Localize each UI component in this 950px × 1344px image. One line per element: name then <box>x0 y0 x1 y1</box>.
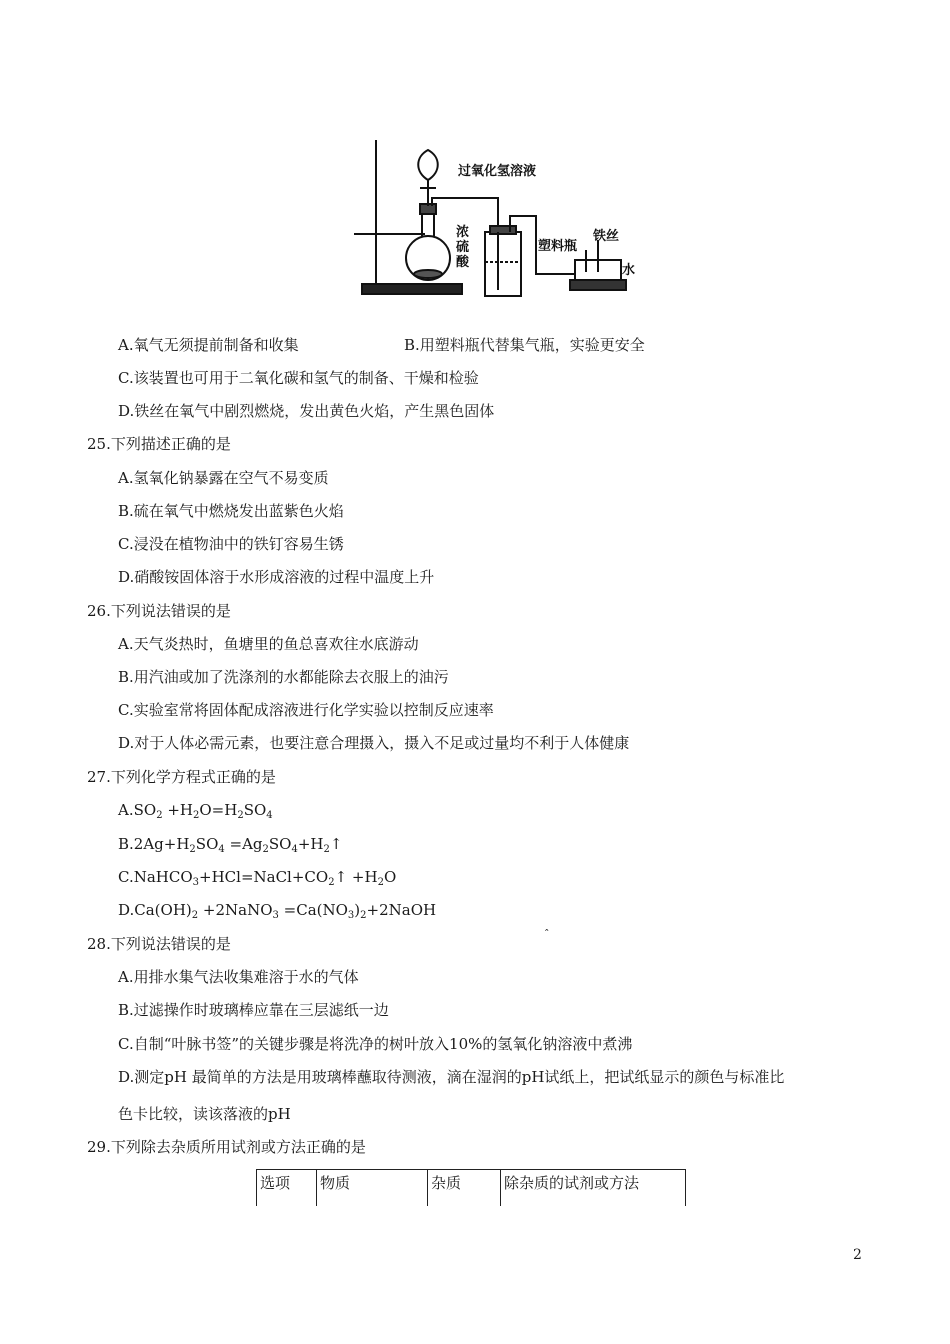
label-iron-wire: 铁丝 <box>593 229 620 244</box>
label-acid-3: 酸 <box>456 255 470 270</box>
q26-stem: 26.下列说法错误的是 <box>87 602 231 620</box>
stray-mark: ˆ <box>544 928 550 941</box>
q29-stem: 29.下列除去杂质所用试剂或方法正确的是 <box>87 1138 366 1156</box>
label-h2o2: 过氧化氢溶液 <box>458 164 537 179</box>
q28-option-b: B.过滤操作时玻璃棒应靠在三层滤纸一边 <box>118 1001 389 1019</box>
q24-option-d: D.铁丝在氧气中剧烈燃烧，发出黄色火焰，产生黑色固体 <box>118 402 495 420</box>
q28-option-a: A.用排水集气法收集难溶于水的气体 <box>118 968 359 986</box>
q27-option-c: $C.NaHCO_3+HCl=NaCl+CO_2↑ +H_2O$ <box>118 868 397 888</box>
q24-option-a: A.氧气无须提前制备和收集 <box>118 336 299 354</box>
q27-option-a: $A.SO_2 +H_2O=H_2SO_4$ <box>118 801 273 821</box>
label-acid-2: 硫 <box>456 240 470 255</box>
q28-option-c: C.自制“叶脉书签”的关键步骤是将洗净的树叶放入10%的氢氧化钠溶液中煮沸 <box>118 1035 633 1053</box>
label-acid-1: 浓 <box>456 225 470 240</box>
table-header-row <box>257 1170 686 1207</box>
q27-option-b: $B.2Ag+H_2SO_4$ $=Ag_2SO_4+H_2↑$ <box>118 835 343 855</box>
q24-option-c: C.该装置也可用于二氧化碳和氢气的制备、干燥和检验 <box>118 369 479 387</box>
q24-option-b: B.用塑料瓶代替集气瓶，实验更安全 <box>404 336 645 354</box>
q25-option-d: D.硝酸铵固体溶于水形成溶液的过程中温度上升 <box>118 568 435 586</box>
table-header-cell: 杂质 <box>428 1170 501 1207</box>
q26-option-d: D.对于人体必需元素，也要注意合理摄入，摄入不足或过量均不利于人体健康 <box>118 734 630 752</box>
q26-option-c: C.实验室常将固体配成溶液进行化学实验以控制反应速率 <box>118 701 494 719</box>
q27-option-d: $D.Ca(OH)_2$ +2NaNO$_3$ $=Ca(NO_3)_2+2NaOH$ <box>118 901 437 921</box>
q25-stem: 25.下列描述正确的是 <box>87 435 231 453</box>
q28-option-d-line1: D.测定pH 最简单的方法是用玻璃棒蘸取待测液，滴在湿润的pH试纸上，把试纸显示的颜色与标准比 <box>118 1068 785 1086</box>
label-water: 水 <box>622 263 636 278</box>
apparatus-figure <box>350 132 650 304</box>
q25-option-b: B.硫在氧气中燃烧发出蓝紫色火焰 <box>118 502 344 520</box>
label-plastic-bottle: 塑料瓶 <box>538 239 578 254</box>
table-header-cell: 物质 <box>317 1170 428 1207</box>
q26-option-a: A.天气炎热时，鱼塘里的鱼总喜欢往水底游动 <box>118 635 419 653</box>
q25-option-c: C.浸没在植物油中的铁钉容易生锈 <box>118 535 344 553</box>
q28-stem: 28.下列说法错误的是 <box>87 935 231 953</box>
page-number: 2 <box>853 1247 862 1263</box>
q25-option-a: A.氢氧化钠暴露在空气不易变质 <box>118 469 329 487</box>
q28-option-d-line2: 色卡比较，读该落液的pH <box>118 1105 291 1123</box>
q27-stem: 27.下列化学方程式正确的是 <box>87 768 276 786</box>
q26-option-b: B.用汽油或加了洗涤剂的水都能除去衣服上的油污 <box>118 668 449 686</box>
table-header-cell: 选项 <box>257 1170 317 1207</box>
table-header-cell: 除杂质的试剂或方法 <box>501 1170 686 1207</box>
q29-table <box>256 1169 686 1206</box>
